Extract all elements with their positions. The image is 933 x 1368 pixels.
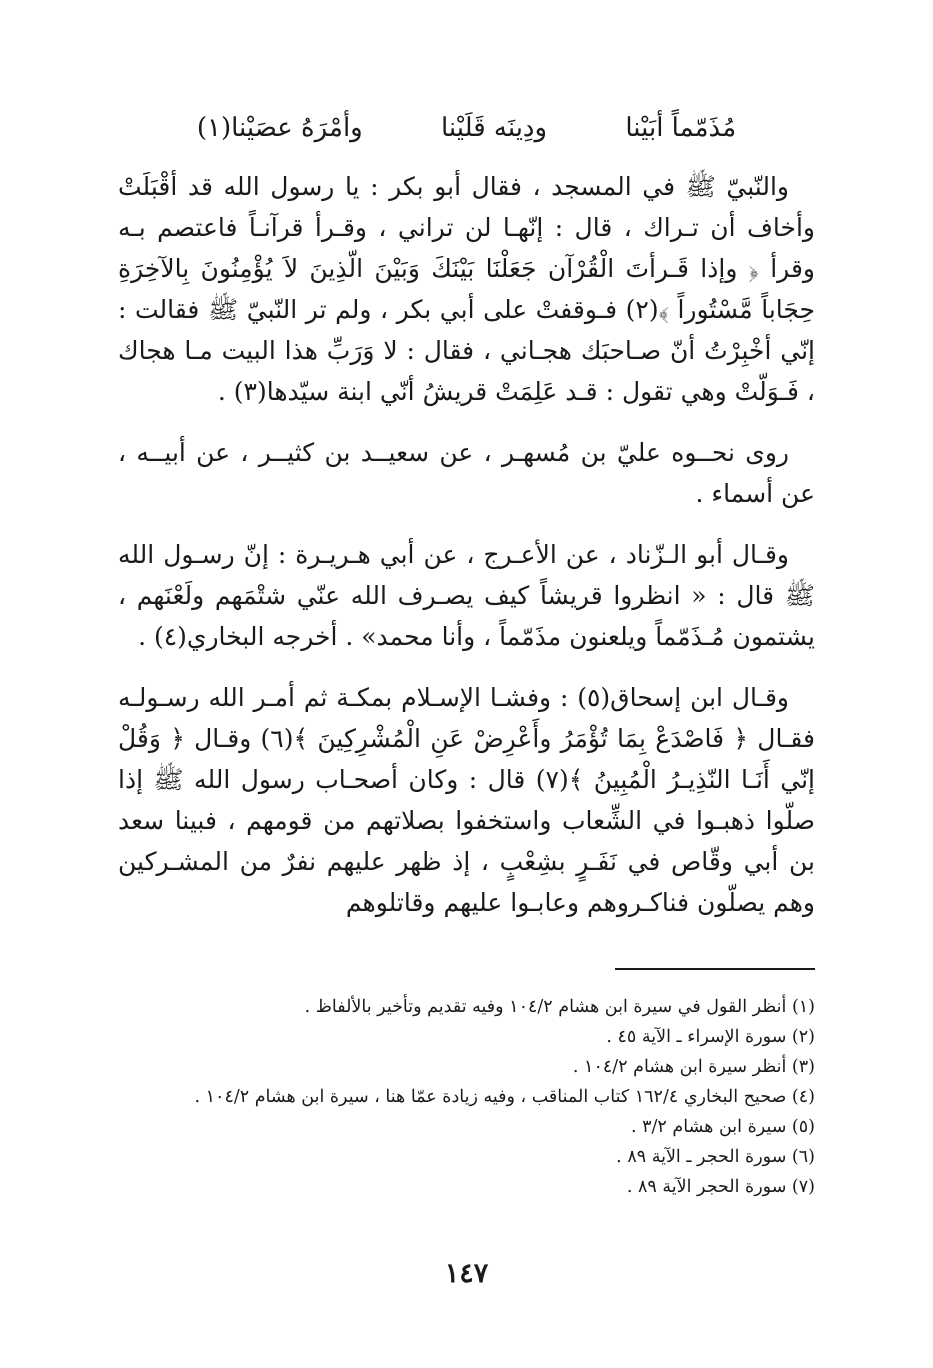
footnote: (٢) سورة الإسراء ـ الآية ٤٥ .: [606, 1027, 815, 1047]
poem-verse: [120, 108, 813, 148]
footnote: (١) أنظر القول في سيرة ابن هشام ١٠٤/٢ وفيه تقديم وتأخير بالألفاظ .: [304, 997, 815, 1017]
verse-hemistich: ودِينَه قَلَيْنا: [441, 113, 548, 143]
paragraph: روى نحــوه عليّ بن مُسهـر ، عن سعيــد بن كثيــر ، عن أبيــه ، عن أسماء .: [118, 438, 815, 508]
page-number: ١٤٧: [444, 1258, 489, 1289]
main-text: [118, 166, 815, 943]
verse-hemistich: وأمْرَهُ عصَيْنا(١): [196, 113, 363, 143]
footnote-separator: [615, 968, 815, 970]
footnote: (٥) سيرة ابن هشام ٣/٢ .: [631, 1117, 815, 1137]
footnote: (٦) سورة الحجر ـ الآية ٨٩ .: [616, 1147, 815, 1167]
paragraph: وقـال أبو الـزّناد ، عن الأعـرج ، عن أبي هـريـرة : إنّ رسـول الله ﷺ قال : « انظروا قريشاً كيف يصـرف الله عنّي شتْمَهم ولَعْنَهم ، يشتمون مُـذَمّماً ويلعنون مذَمّماً ، وأنا محمد» . أخرجه البخاري(٤) .: [118, 540, 815, 651]
verse-hemistich: مُذَمّماً أبَيْنا: [625, 113, 737, 143]
paragraph: والنّبيّ ﷺ في المسجد ، فقال أبو بكر : يا رسول الله قد أقْبَلَتْ وأخاف أن تـراك ، قال : إنّهـا لن تراني ، وقـرأ قرآنـاً فاعتصم بـه وقرأ ﴿ وإذا قَـرأتَ الْقُرْآن جَعَلْنَا بَيْنَكَ وَبَيْنَ الّذِينَ لاَ يُؤْمِنُونَ بِالآخِرَةِ حِجَاباً مَّسْتُوراً ﴾(٢) فـوقفتْ على أبي بكر ، ولم تر النّبيّ ﷺ فقالت : إنّي أخْبِرْتُ أنّ صـاحبَك هجـاني ، فقال : لا وَرَبِّ هذا البيت مـا هجاك ، فَـوَلّتْ وهي تقول : قـد عَلِمَتْ قريشُ أنّي ابنة سيّدها(٣) .: [118, 172, 815, 406]
paragraph: وقـال ابن إسحاق(٥) : وفشـا الإسـلام بمكـة ثم أمـر الله رسـولـه فقـال ﴿ فَاصْدَعْ بِمَا تُؤْمَرُ وأَعْرِضْ عَنِ الْمُشْرِكِينَ ﴾(٦) وقـال ﴿ وَقُلْ إنّي أَنَـا النّذِيـرُ الْمُبِينُ ﴾(٧) قال : وكان أصحـاب رسول الله ﷺ إذا صلّوا ذهبـوا في الشِّعاب واستخفوا بصلاتهم من قومهم ، فبينا سعد بن أبي وقّاص في نَفَـرٍ بشِعْبٍ ، إذ ظهر عليهم نفرٌ من المشـركين وهم يصلّون فناكـروهم وعابـوا عليهم وقاتلوهم: [118, 683, 816, 917]
footnote: (٣) أنظر سيرة ابن هشام ١٠٤/٢ .: [572, 1057, 815, 1077]
footnote: (٤) صحيح البخاري ١٦٢/٤ كتاب المناقب ، وفيه زيادة عمّا هنا ، سيرة ابن هشام ١٠٤/٢ .: [194, 1087, 815, 1107]
footnotes: [95, 992, 815, 1202]
footnote: (٧) سورة الحجر الآية ٨٩ .: [626, 1177, 815, 1197]
